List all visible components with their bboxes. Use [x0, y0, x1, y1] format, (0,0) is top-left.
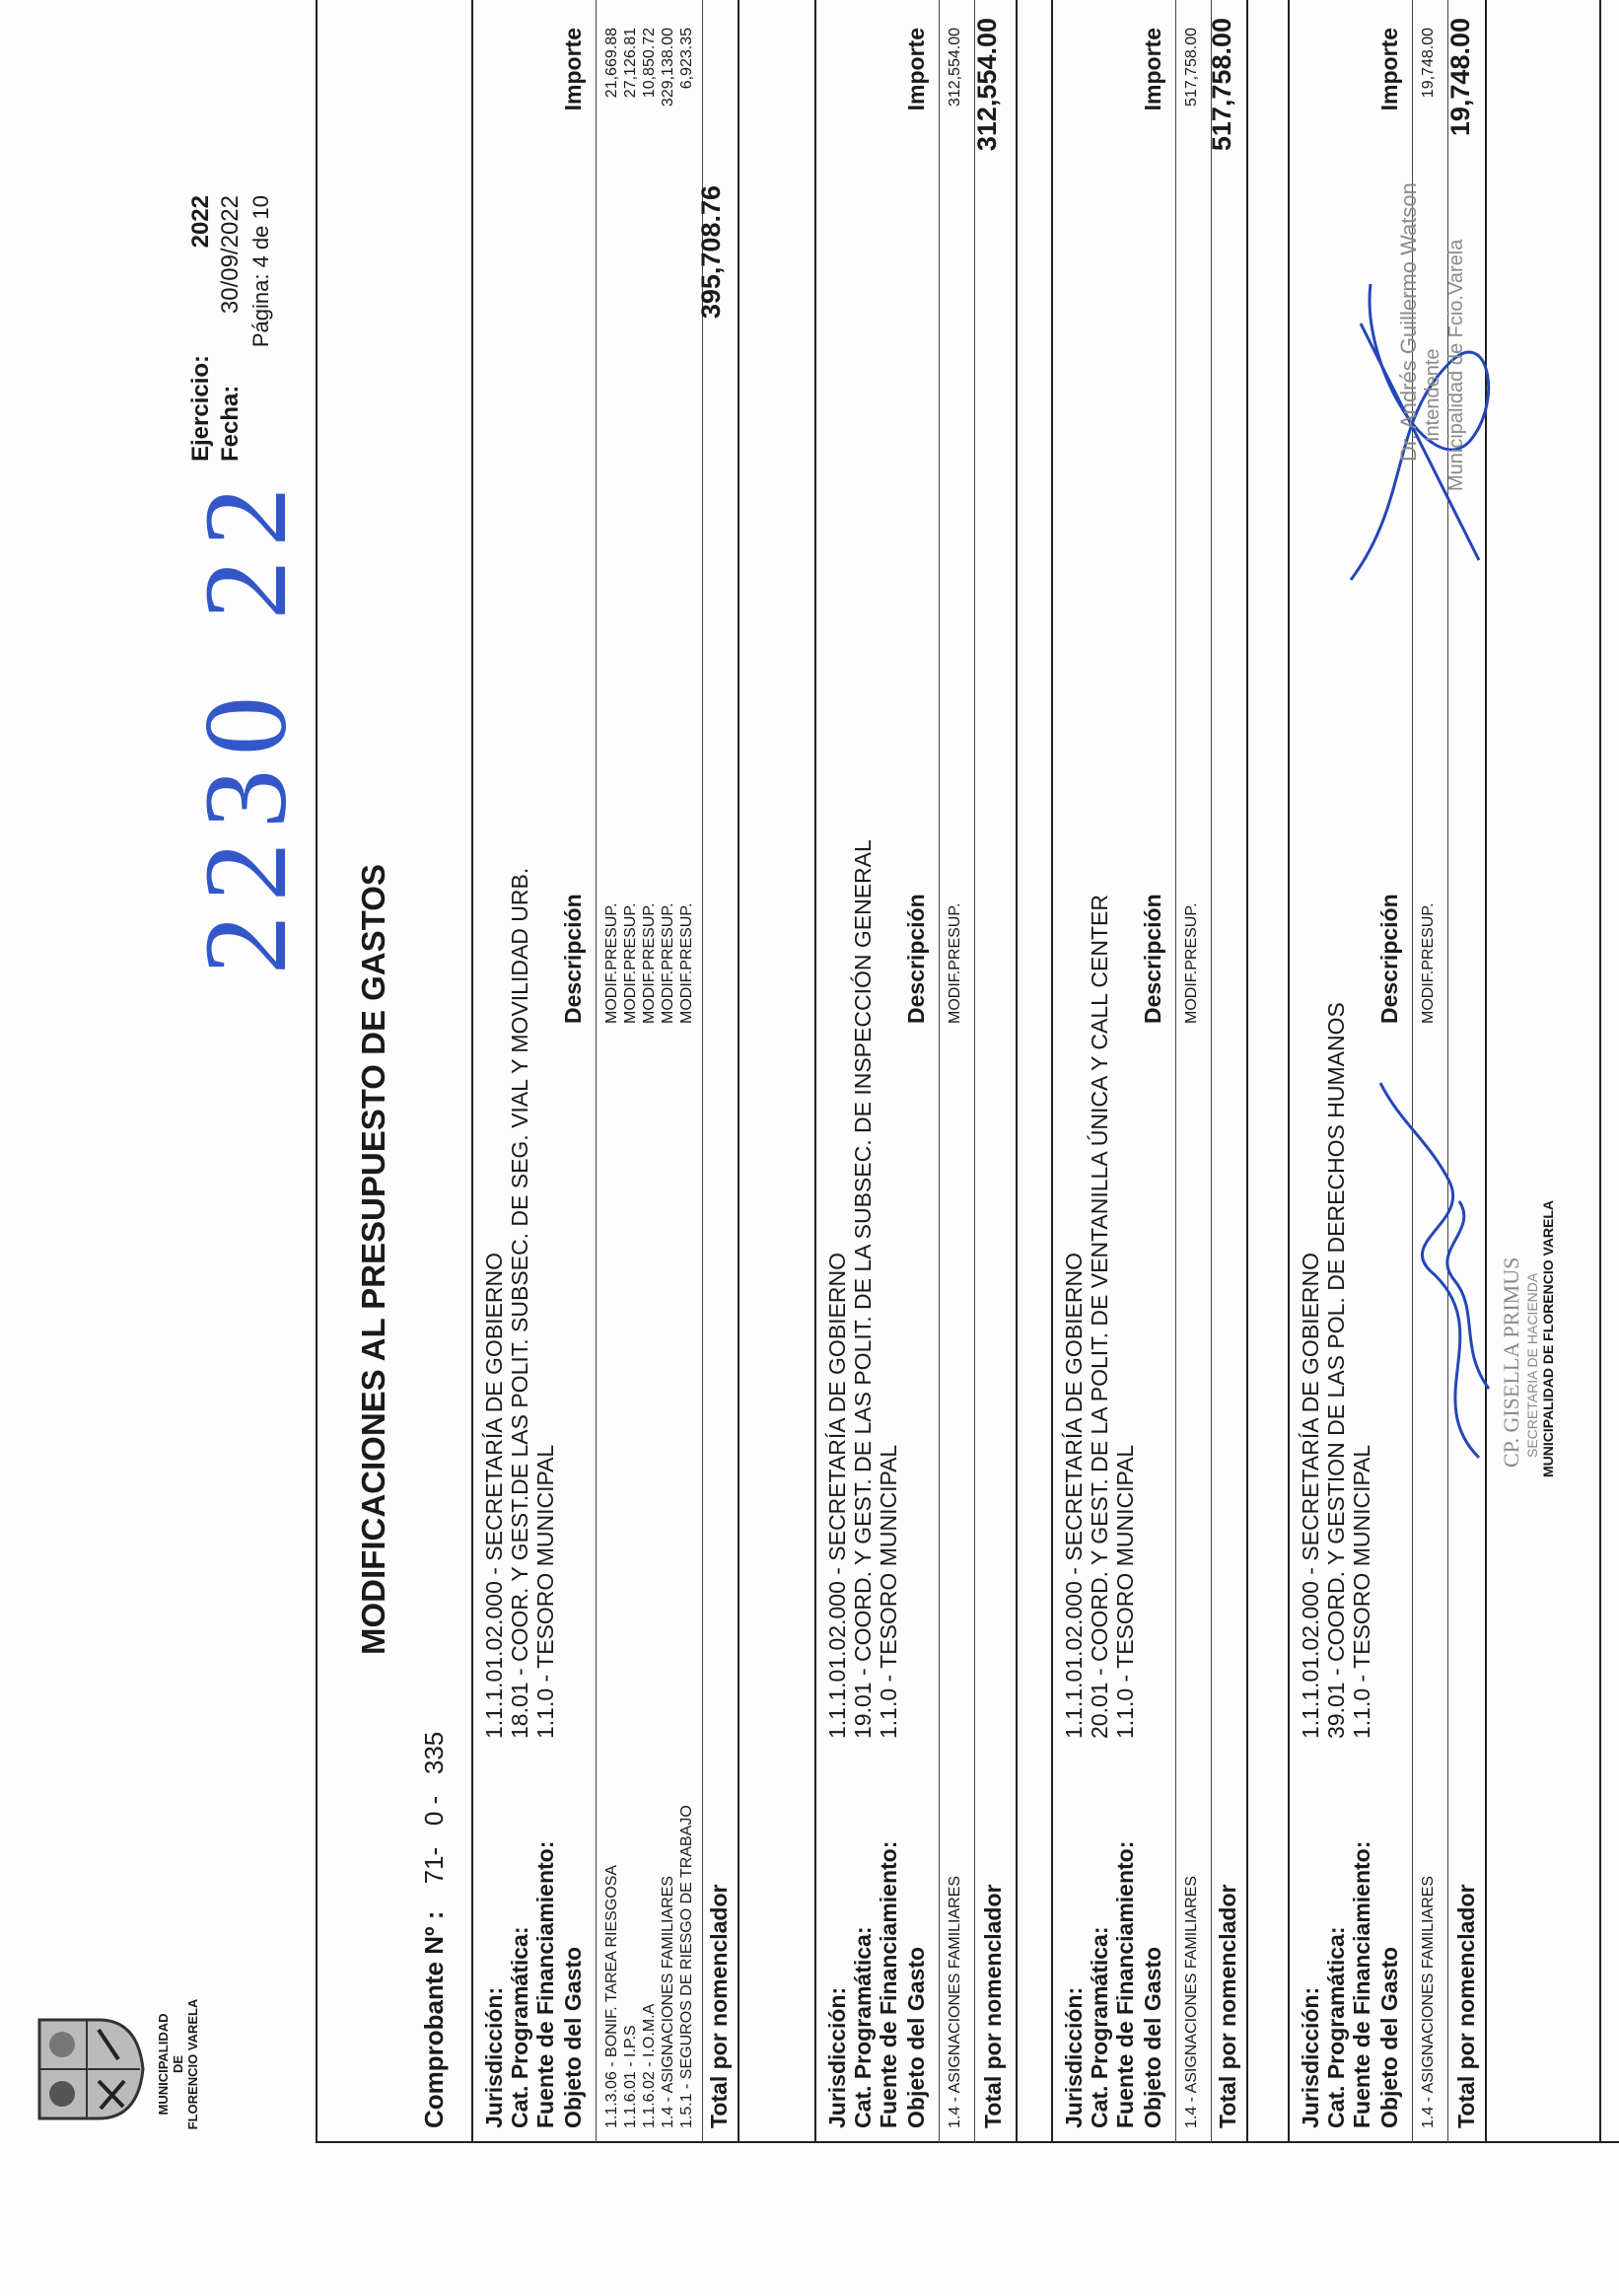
page-title: MODIFICACIONES AL PRESUPUESTO DE GASTOS	[355, 864, 391, 1655]
table-row-objeto: 1.4 - ASIGNACIONES FAMILIARES	[1183, 1875, 1200, 2128]
fuente-label: Fuente de Financiamiento:	[532, 1840, 558, 2128]
signature-icon	[1361, 1063, 1509, 1477]
table-row-objeto: 1.4 - ASIGNACIONES FAMILIARES	[1420, 1875, 1437, 2128]
descripcion-header: Descripción	[560, 894, 586, 1024]
objeto-header: Objeto del Gasto	[1376, 1946, 1402, 2128]
comprobante	[419, 1732, 450, 2128]
importe-header: Importe	[903, 28, 929, 111]
fuente-value: 1.1.0 - TESORO MUNICIPAL	[1112, 1444, 1138, 1739]
objeto-header: Objeto del Gasto	[560, 1946, 586, 2128]
importe-header: Importe	[1140, 28, 1165, 111]
jurisdiccion-label: Jurisdicción:	[1298, 1986, 1323, 2128]
cat-value: 18.01 - COOR. Y GEST.DE LAS POLIT. SUBSEC. DE SEG. VIAL Y MOVILIDAD URB.	[507, 867, 532, 1739]
objeto-header: Objeto del Gasto	[1140, 1946, 1165, 2128]
signature-right-name: Dr. Andrés Guillermo Watson	[1396, 182, 1421, 462]
table-row-importe: 19,748.00	[1420, 28, 1437, 99]
section-1-total-label: Total por nomenclador	[706, 1884, 732, 2128]
cat-value: 19.01 - COORD. Y GEST. DE LAS POLIT. DE LA SUBSEC. DE INSPECCIÓN GENERAL	[850, 839, 876, 1739]
cat-label: Cat. Programática:	[1087, 1926, 1112, 2128]
signature-left-role: SECRETARIA DE HACIENDA	[1524, 1272, 1540, 1458]
fuente-label: Fuente de Financiamiento:	[1112, 1840, 1138, 2128]
jurisdiccion-value: 1.1.1.01.02.000 - SECRETARÍA DE GOBIERNO	[481, 1253, 507, 1739]
section-4-top	[1288, 0, 1290, 2143]
table-row-importe: 517,758.00	[1183, 28, 1200, 108]
cat-value: 20.01 - COORD. Y GEST. DE LA POLIT. DE VENTANILLA ÚNICA Y CALL CENTER	[1087, 895, 1112, 1739]
signature-right-scribble	[1331, 264, 1513, 619]
fecha	[217, 195, 245, 462]
stamp-year: 22	[179, 473, 311, 619]
table-row-importe: 21,669.88	[603, 28, 620, 99]
fuente-value: 1.1.0 - TESORO MUNICIPAL	[532, 1444, 558, 1739]
table-row-desc: MODIF.PRESUP.	[660, 902, 676, 1024]
signature-right-role: Intendente	[1422, 348, 1443, 442]
descripcion-header: Descripción	[903, 894, 929, 1024]
seal-icon	[30, 2010, 148, 2128]
cat-label: Cat. Programática:	[1323, 1926, 1349, 2128]
table-row-desc: MODIF.PRESUP.	[603, 902, 620, 1024]
section-2-total-value: 312,554.00	[972, 18, 1002, 152]
jurisdiccion-value: 1.1.1.01.02.000 - SECRETARÍA DE GOBIERNO	[1298, 1253, 1323, 1739]
header-divider	[471, 0, 473, 2143]
importe-header: Importe	[560, 28, 586, 111]
table-row-objeto: 1.4 - ASIGNACIONES FAMILIARES	[947, 1875, 963, 2128]
table-row-importe: 27,126.81	[622, 28, 639, 99]
jurisdiccion-label: Jurisdicción:	[1061, 1986, 1087, 2128]
stamp-number: 2230	[179, 682, 311, 974]
section-4-total-label: Total por nomenclador	[1453, 1884, 1479, 2128]
table-row-importe: 10,850.72	[641, 28, 658, 99]
section-1-rule	[596, 0, 597, 2143]
jurisdiccion-label: Jurisdicción:	[481, 1986, 507, 2128]
section-2-total-rule	[974, 0, 975, 2143]
org-line-2: DE	[171, 2054, 185, 2074]
section-3-top	[1051, 0, 1053, 2143]
ejercicio	[187, 195, 215, 462]
comprobante-value: 71- 0 - 335	[419, 1731, 449, 1885]
table-row-objeto: 1.1.6.02 - I.O.M.A	[641, 2003, 658, 2128]
section-3-total-label: Total por nomenclador	[1215, 1884, 1240, 2128]
table-row-objeto: 1.1.3.06 - BONIF. TAREA RIESGOSA	[603, 1864, 620, 2128]
table-row-importe: 6,923.35	[678, 28, 695, 90]
fuente-label: Fuente de Financiamiento:	[876, 1840, 901, 2128]
section-3-bottom	[1246, 0, 1248, 2143]
section-3-total-value: 517,758.00	[1207, 18, 1236, 152]
fecha-label: Fecha:	[217, 385, 244, 462]
jurisdiccion-value: 1.1.1.01.02.000 - SECRETARÍA DE GOBIERNO	[1061, 1253, 1087, 1739]
signature-left-name: CP. GISELLA PRIMUS	[1499, 1256, 1523, 1468]
section-4-total-value: 19,748.00	[1445, 18, 1475, 137]
section-2-bottom	[1016, 0, 1018, 2143]
cat-label: Cat. Programática:	[507, 1926, 532, 2128]
table-row-importe: 329,138.00	[660, 28, 676, 108]
section-3-rule	[1175, 0, 1176, 2143]
fuente-label: Fuente de Financiamiento:	[1349, 1840, 1374, 2128]
table-row-importe: 312,554.00	[947, 28, 963, 108]
org-line-3: FLORENCIO VARELA	[185, 1998, 200, 2130]
table-row-objeto: 1.5.1 - SEGUROS DE RIESGO DE TRABAJO	[678, 1805, 695, 2128]
jurisdiccion-value: 1.1.1.01.02.000 - SECRETARÍA DE GOBIERNO	[824, 1253, 850, 1739]
table-row-desc: MODIF.PRESUP.	[641, 902, 658, 1024]
section-2-top	[814, 0, 816, 2143]
ejercicio-label: Ejercicio:	[187, 354, 214, 462]
comprobante-label: Comprobante Nº :	[419, 1910, 449, 2128]
section-1-bottom	[738, 0, 739, 2143]
table-row-objeto: 1.4 - ASIGNACIONES FAMILIARES	[660, 1875, 676, 2128]
table-row-objeto: 1.1.6.01 - I.P.S	[622, 2025, 639, 2128]
footer-line	[1599, 0, 1601, 2143]
importe-header: Importe	[1376, 28, 1402, 111]
section-1-total-value: 395,708.76	[696, 185, 726, 320]
org-name	[156, 1980, 200, 2148]
cat-label: Cat. Programática:	[850, 1926, 876, 2128]
fecha-value: 30/09/2022	[217, 195, 244, 315]
table-row-desc: MODIF.PRESUP.	[678, 902, 695, 1024]
pagina: Página: 4 de 10	[248, 195, 273, 348]
table-row-desc: MODIF.PRESUP.	[947, 902, 963, 1024]
ejercicio-value: 2022	[187, 195, 214, 249]
municipal-seal-logo	[30, 2010, 153, 2128]
descripcion-header: Descripción	[1376, 894, 1402, 1024]
table-row-desc: MODIF.PRESUP.	[622, 902, 639, 1024]
fuente-value: 1.1.0 - TESORO MUNICIPAL	[876, 1444, 901, 1739]
table-row-desc: MODIF.PRESUP.	[1183, 902, 1200, 1024]
signature-left-scribble	[1361, 1063, 1513, 1477]
cat-value: 39.01 - COORD. Y GESTION DE LAS POL. DE DERECHOS HUMANOS	[1323, 1002, 1349, 1739]
fuente-value: 1.1.0 - TESORO MUNICIPAL	[1349, 1444, 1374, 1739]
objeto-header: Objeto del Gasto	[903, 1946, 929, 2128]
jurisdiccion-label: Jurisdicción:	[824, 1986, 850, 2128]
table-row-desc: MODIF.PRESUP.	[1420, 902, 1437, 1024]
descripcion-header: Descripción	[1140, 894, 1165, 1024]
section-3-total-rule	[1211, 0, 1212, 2143]
signature-left-org: MUNICIPALIDAD DE FLORENCIO VARELA	[1540, 1199, 1556, 1477]
section-2-rule	[939, 0, 940, 2143]
org-line-1: MUNICIPALIDAD	[156, 2013, 171, 2116]
signature-right-org: Municipalidad de Fcio.Varela	[1445, 239, 1467, 491]
section-2-total-label: Total por nomenclador	[980, 1884, 1006, 2128]
